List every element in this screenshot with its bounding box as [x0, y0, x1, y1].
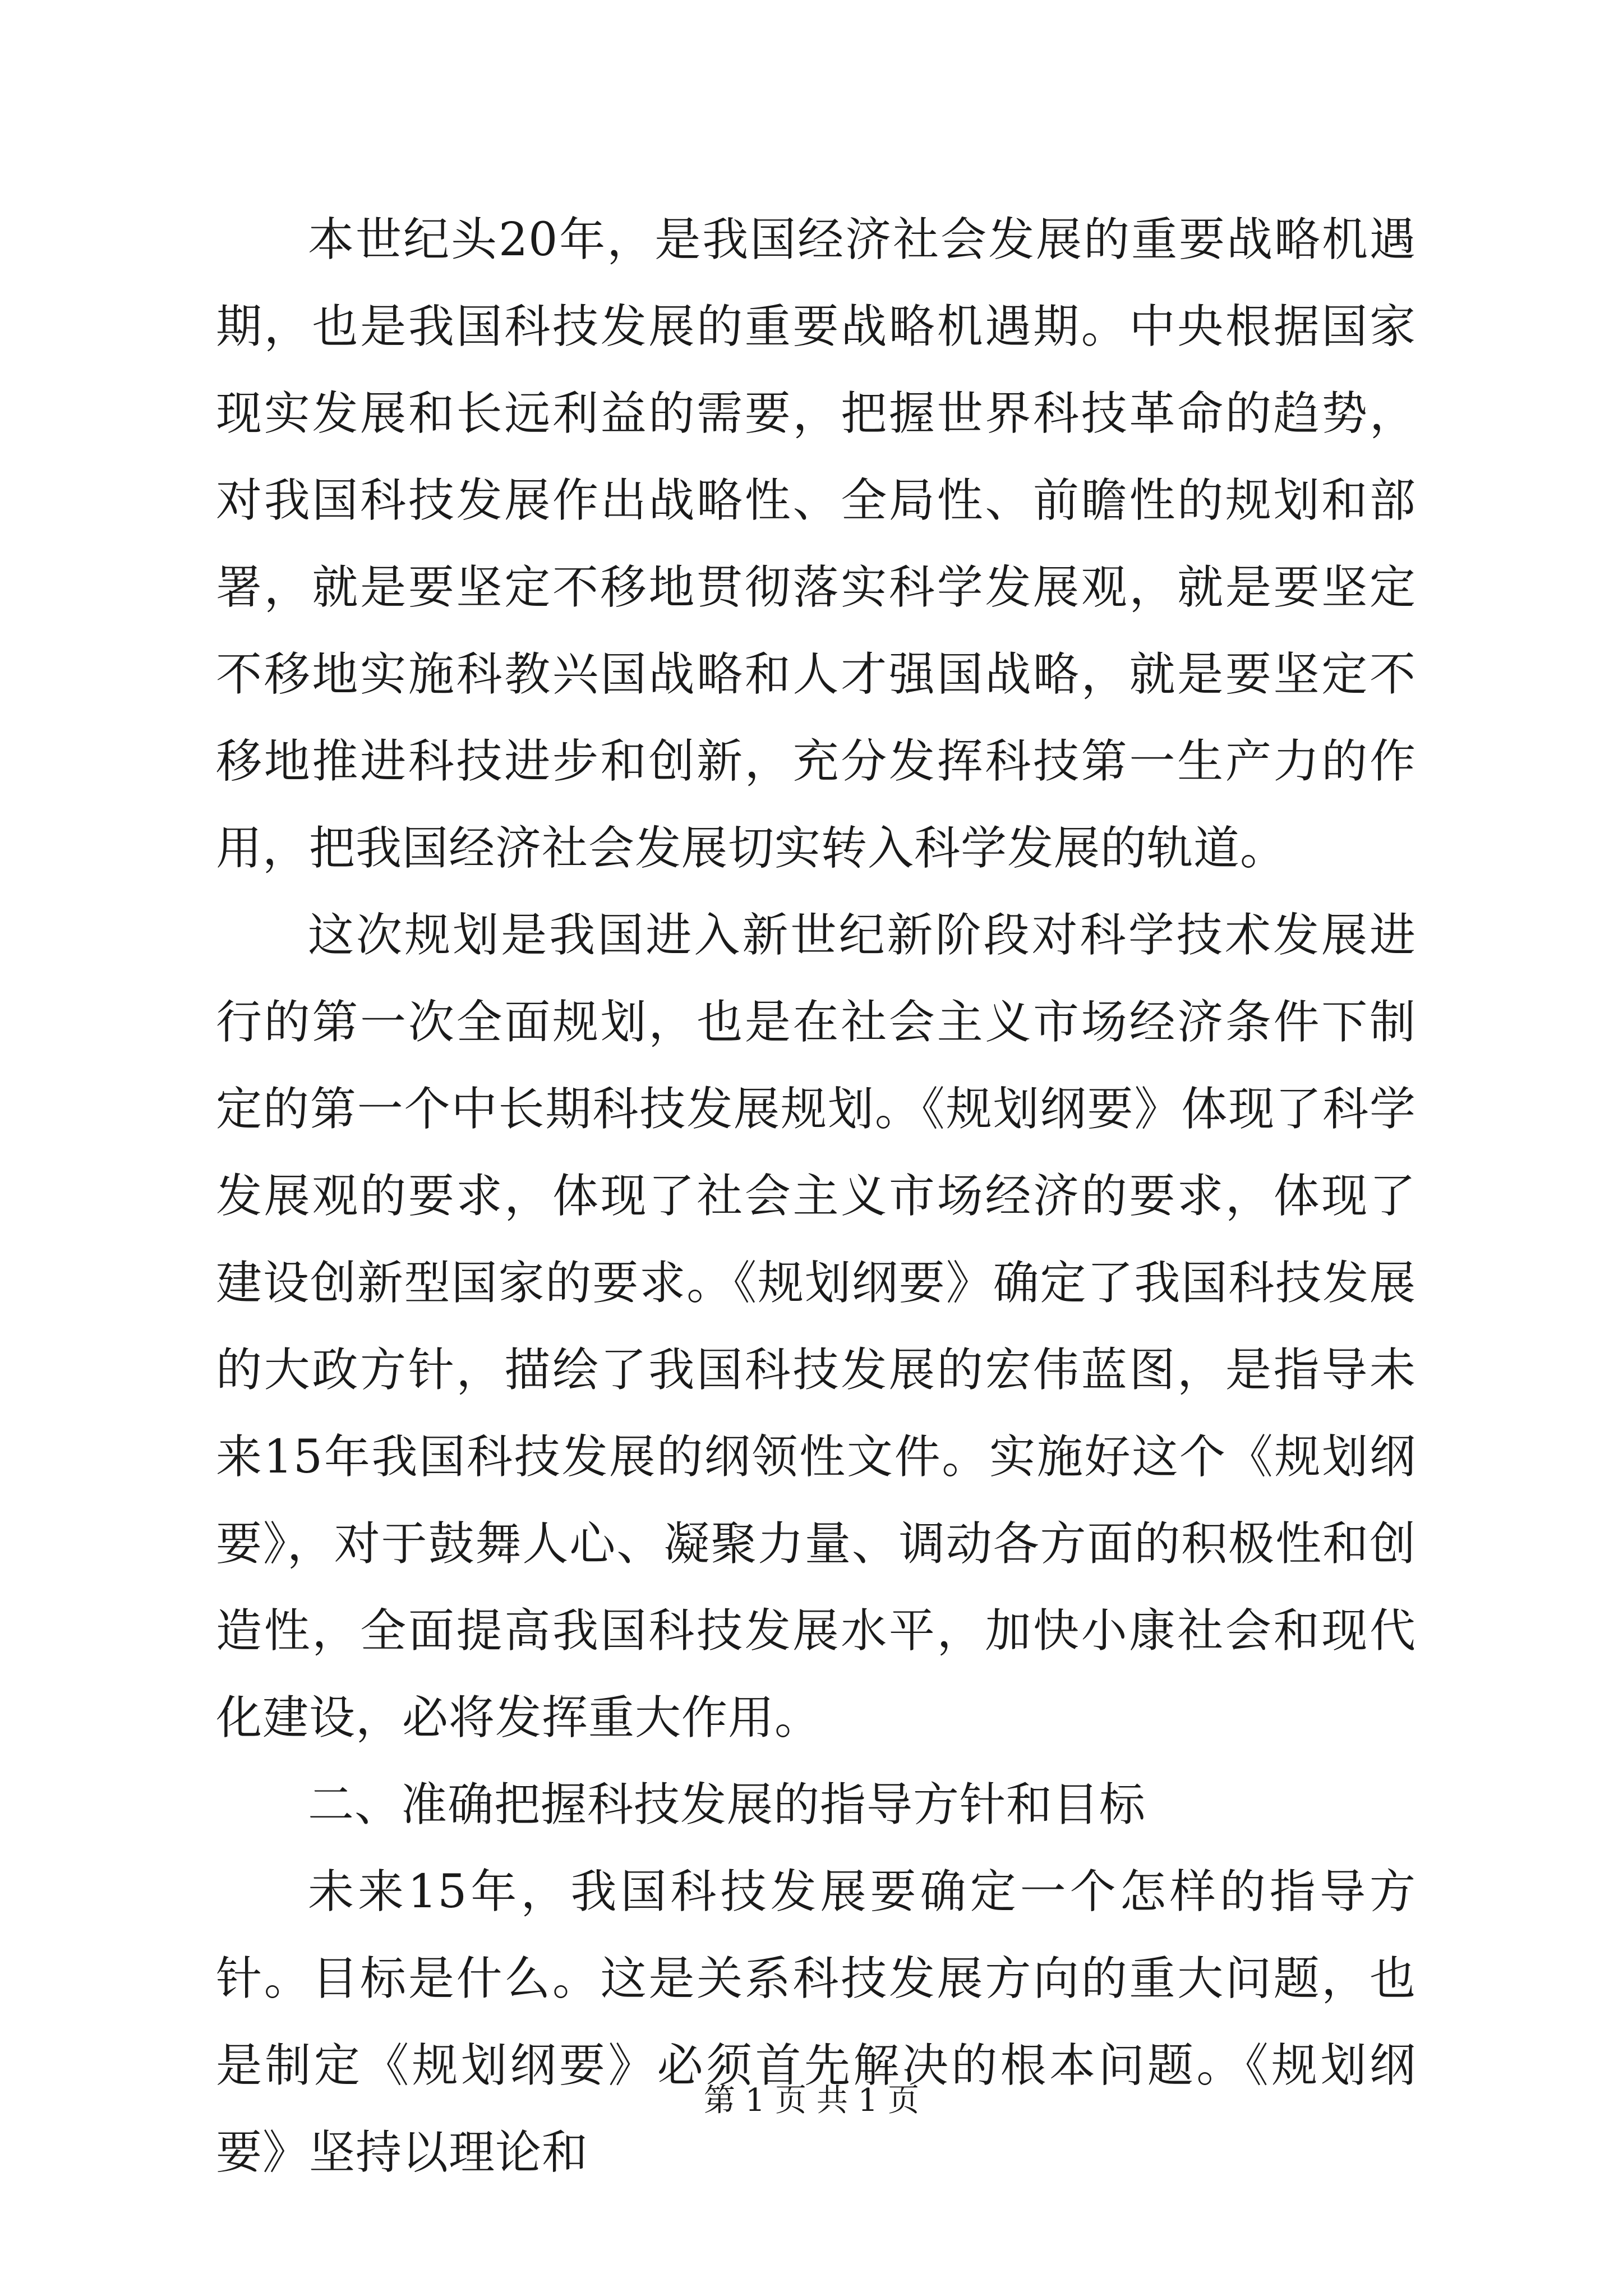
section-heading-guiding-principles: 二、准确把握科技发展的指导方针和目标: [308, 1778, 1146, 1832]
paragraph-planning-outline: 这次规划是我国进入新世纪新阶段对科学技术发展进行的第一次全面规划，也是在社会主义市场经济条件下制定的第一个中长期科技发展规划。《规划纲要》体现了科学发展观的要求，体现了社会主义市场经济的要求，体现了建设创新型国家的要求。《规划纲要》确定了我国科技发展的大政方针，描绘了我国科技发展的宏伟蓝图，是指导未来15年我国科技发展的纲领性文件。实施好这个《规划纲要》，对于鼓舞人心、凝聚力量、调动各方面的积极性和创造性，全面提高我国科技发展水平，加快小康社会和现代化建设，必将发挥重大作用。: [216, 909, 1416, 1745]
document-body: [216, 196, 1416, 2196]
page-number-footer: 第 1 页 共 1 页: [703, 2082, 920, 2119]
paragraph-future-15-years: 未来15年，我国科技发展要确定一个怎样的指导方针。目标是什么。这是关系科技发展方向的重大问题，也是制定《规划纲要》必须首先解决的根本问题。《规划纲要》坚持以理论和: [216, 1865, 1416, 2179]
paragraph-strategic-period: 本世纪头20年，是我国经济社会发展的重要战略机遇期，也是我国科技发展的重要战略机遇期。中央根据国家现实发展和长远利益的需要，把握世界科技革命的趋势，对我国科技发展作出战略性、全局性、前瞻性的规划和部署，就是要坚定不移地贯彻落实科学发展观，就是要坚定不移地实施科教兴国战略和人才强国战略，就是要坚定不移地推进科技进步和创新，充分发挥科技第一生产力的作用，把我国经济社会发展切实转入科学发展的轨道。: [216, 213, 1416, 875]
